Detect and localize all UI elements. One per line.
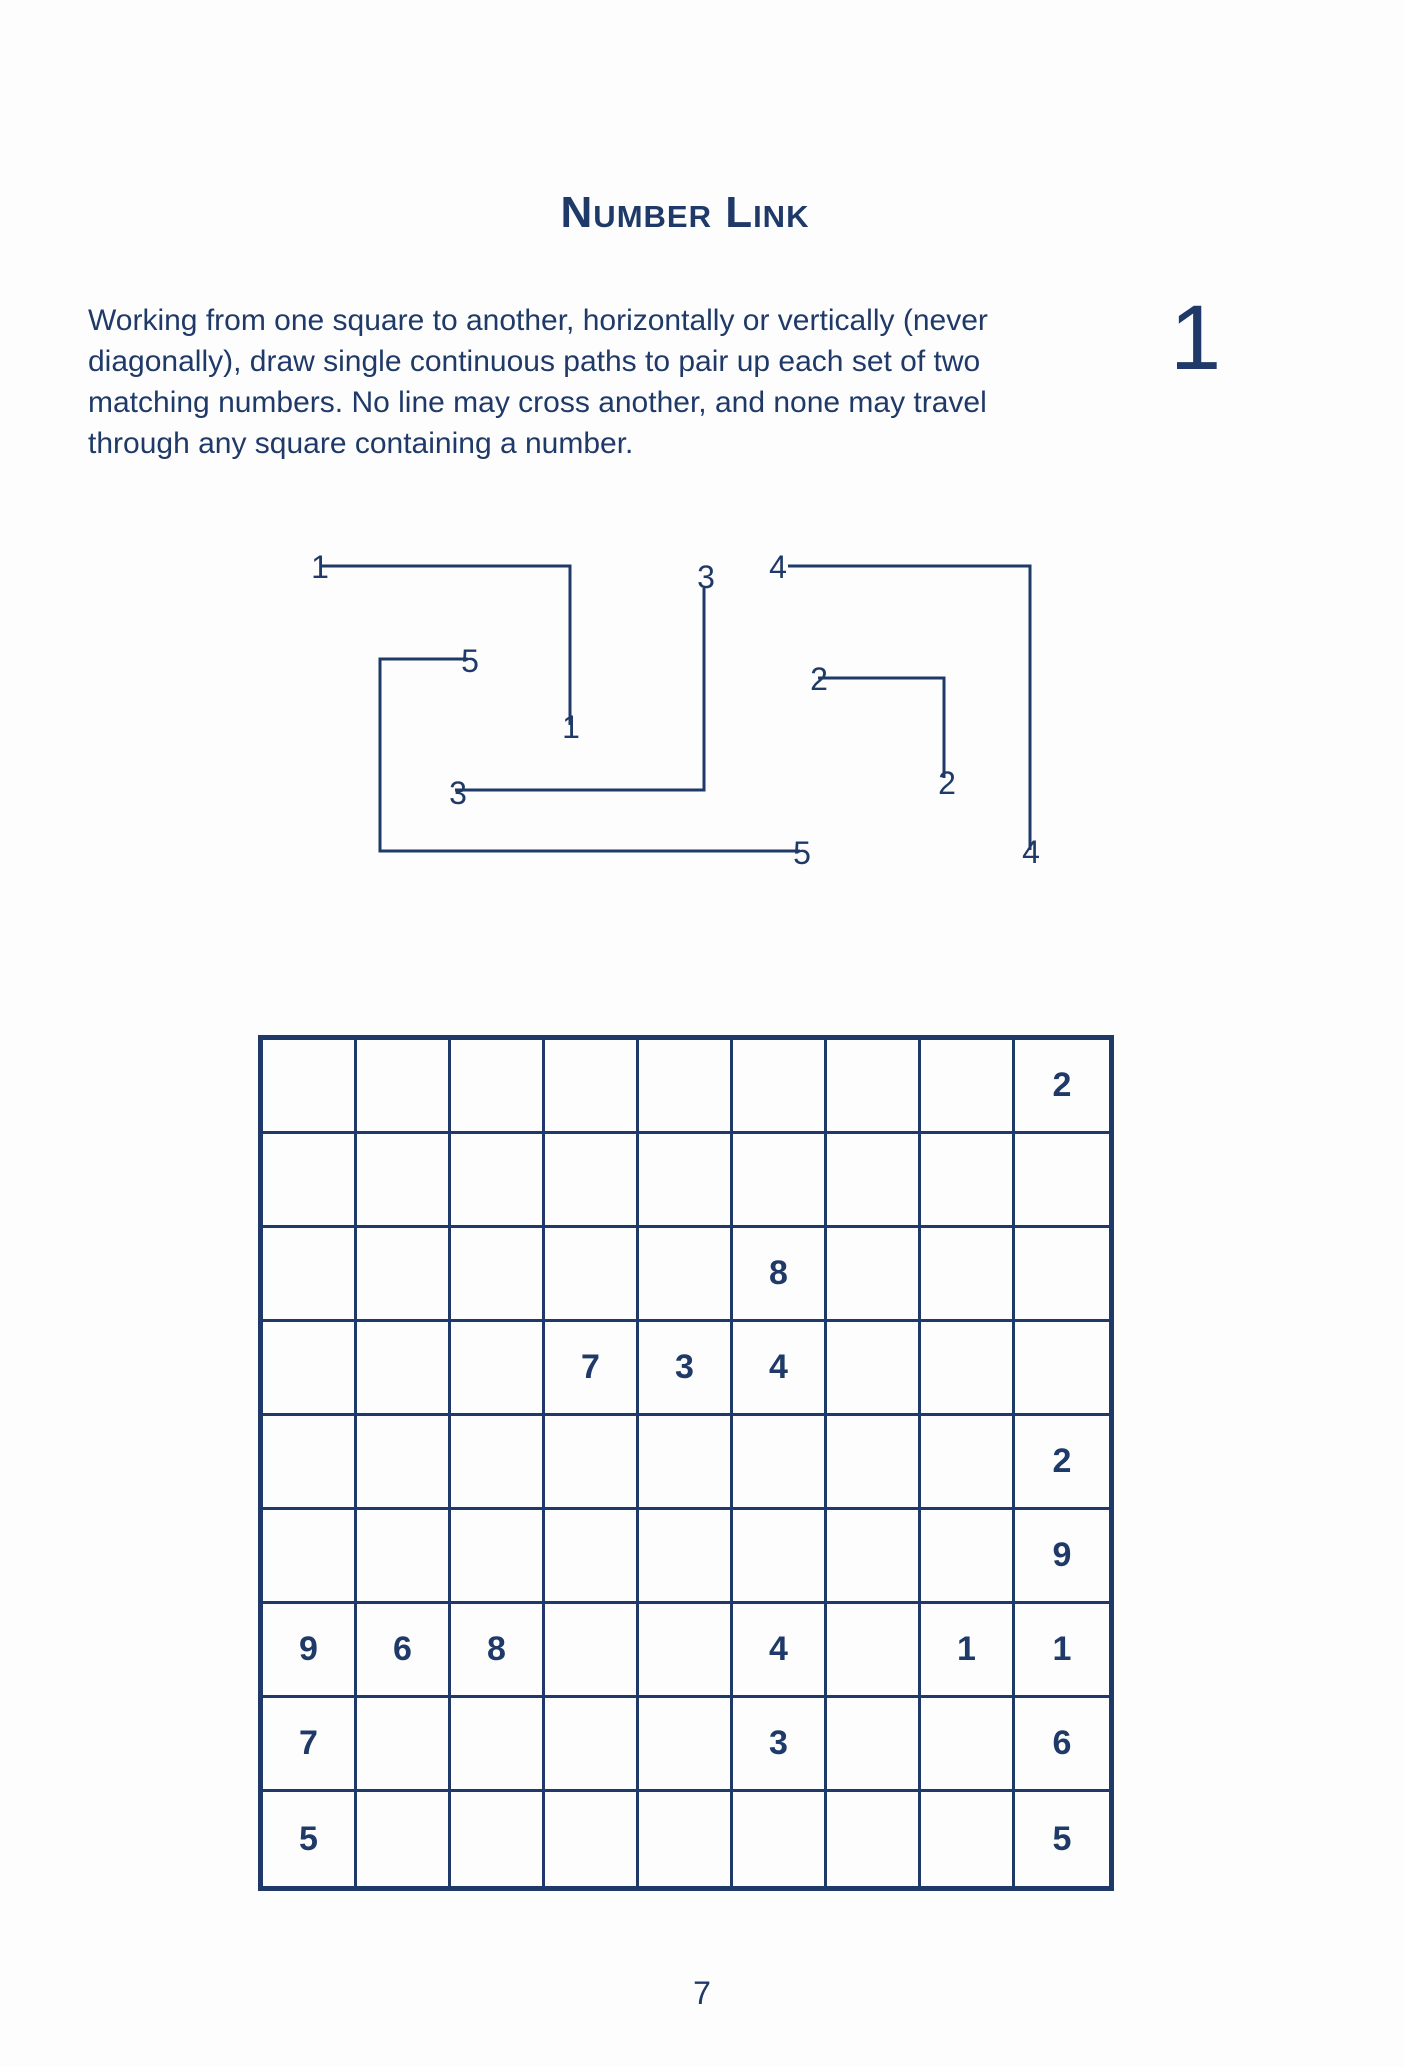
- grid-cell[interactable]: [545, 1510, 639, 1604]
- grid-cell[interactable]: 9: [1015, 1510, 1109, 1604]
- grid-cell[interactable]: [357, 1228, 451, 1322]
- example-path-1: [322, 566, 570, 725]
- grid-cell[interactable]: [545, 1792, 639, 1886]
- grid-cell[interactable]: [827, 1228, 921, 1322]
- example-label-3a: 3: [697, 559, 715, 595]
- grid-cell[interactable]: [263, 1228, 357, 1322]
- grid-cell[interactable]: 6: [1015, 1698, 1109, 1792]
- grid-cell[interactable]: [921, 1792, 1015, 1886]
- grid-cell[interactable]: 2: [1015, 1416, 1109, 1510]
- grid-cell[interactable]: [545, 1040, 639, 1134]
- grid-cell[interactable]: 4: [733, 1322, 827, 1416]
- example-path-5: [380, 659, 800, 851]
- grid-cell[interactable]: [1015, 1228, 1109, 1322]
- grid-cell[interactable]: [827, 1134, 921, 1228]
- grid-cell[interactable]: [639, 1134, 733, 1228]
- grid-cell[interactable]: [451, 1510, 545, 1604]
- grid-cell[interactable]: [921, 1134, 1015, 1228]
- example-label-2a: 2: [810, 661, 828, 697]
- example-path-4: [788, 566, 1030, 850]
- grid-cell[interactable]: [451, 1228, 545, 1322]
- grid-cell[interactable]: [827, 1040, 921, 1134]
- grid-cell[interactable]: [451, 1322, 545, 1416]
- grid-cell[interactable]: [827, 1510, 921, 1604]
- grid-cell[interactable]: [451, 1416, 545, 1510]
- grid-cell[interactable]: 1: [1015, 1604, 1109, 1698]
- grid-cell[interactable]: 8: [451, 1604, 545, 1698]
- example-path-3: [455, 588, 704, 790]
- grid-cell[interactable]: [1015, 1134, 1109, 1228]
- grid-cell[interactable]: [545, 1134, 639, 1228]
- grid-cell[interactable]: 9: [263, 1604, 357, 1698]
- grid-cell[interactable]: [545, 1416, 639, 1510]
- example-label-1a: 1: [311, 549, 329, 585]
- grid-cell[interactable]: [451, 1040, 545, 1134]
- grid-cell[interactable]: [263, 1040, 357, 1134]
- grid-cell[interactable]: [263, 1134, 357, 1228]
- grid-cell[interactable]: [357, 1040, 451, 1134]
- grid-cell[interactable]: 5: [263, 1792, 357, 1886]
- grid-cell[interactable]: [357, 1416, 451, 1510]
- puzzle-number: 1: [1170, 287, 1222, 389]
- grid-cell[interactable]: [733, 1792, 827, 1886]
- example-label-4a: 4: [769, 549, 787, 585]
- grid-cell[interactable]: [921, 1322, 1015, 1416]
- grid-cell[interactable]: 4: [733, 1604, 827, 1698]
- grid-cell[interactable]: [827, 1416, 921, 1510]
- grid-cell[interactable]: [639, 1792, 733, 1886]
- grid-cell[interactable]: [639, 1510, 733, 1604]
- grid-cell[interactable]: [357, 1698, 451, 1792]
- example-diagram: [0, 0, 1404, 920]
- grid-cell[interactable]: [827, 1792, 921, 1886]
- example-path-2: [818, 678, 944, 778]
- example-label-3b: 3: [449, 775, 467, 811]
- grid-cell[interactable]: [827, 1322, 921, 1416]
- grid-cell[interactable]: [263, 1416, 357, 1510]
- grid-cell[interactable]: [921, 1228, 1015, 1322]
- grid-cell[interactable]: 3: [733, 1698, 827, 1792]
- grid-cell[interactable]: [639, 1698, 733, 1792]
- grid-cell[interactable]: [921, 1510, 1015, 1604]
- instructions-text: Working from one square to another, horizontally or vertically (never diagonally), draw single continuous paths to pair up each set of two matching numbers. No line may cross another, and none may travel through any square containing a number.: [88, 304, 988, 460]
- grid-cell[interactable]: [733, 1134, 827, 1228]
- grid-cell[interactable]: [827, 1604, 921, 1698]
- grid-cell[interactable]: 7: [545, 1322, 639, 1416]
- grid-cell[interactable]: [733, 1416, 827, 1510]
- grid-cell[interactable]: [827, 1698, 921, 1792]
- grid-cell[interactable]: [921, 1040, 1015, 1134]
- grid-cell[interactable]: [1015, 1322, 1109, 1416]
- grid-cell[interactable]: [639, 1416, 733, 1510]
- grid-cell[interactable]: [357, 1792, 451, 1886]
- grid-cell[interactable]: [921, 1698, 1015, 1792]
- example-label-5a: 5: [461, 643, 479, 679]
- example-label-5b: 5: [793, 835, 811, 871]
- grid-cell[interactable]: [451, 1792, 545, 1886]
- puzzle-title: Number Link: [560, 188, 810, 237]
- puzzle-grid[interactable]: [258, 1035, 1114, 1891]
- grid-cell[interactable]: 1: [921, 1604, 1015, 1698]
- grid-cell[interactable]: [357, 1510, 451, 1604]
- grid-cell[interactable]: 3: [639, 1322, 733, 1416]
- example-label-1b: 1: [562, 709, 580, 745]
- grid-cell[interactable]: 8: [733, 1228, 827, 1322]
- grid-cell[interactable]: [545, 1698, 639, 1792]
- example-label-2b: 2: [938, 765, 956, 801]
- grid-cell[interactable]: [639, 1228, 733, 1322]
- grid-cell[interactable]: [733, 1510, 827, 1604]
- grid-cell[interactable]: [733, 1040, 827, 1134]
- grid-cell[interactable]: [451, 1134, 545, 1228]
- grid-cell[interactable]: [921, 1416, 1015, 1510]
- grid-cell[interactable]: [639, 1040, 733, 1134]
- grid-cell[interactable]: 2: [1015, 1040, 1109, 1134]
- grid-cell[interactable]: [357, 1322, 451, 1416]
- grid-cell[interactable]: [357, 1134, 451, 1228]
- page-number: 7: [693, 1975, 711, 2011]
- grid-cell[interactable]: [451, 1698, 545, 1792]
- grid-cell[interactable]: [639, 1604, 733, 1698]
- grid-cell[interactable]: 7: [263, 1698, 357, 1792]
- grid-cell[interactable]: [263, 1510, 357, 1604]
- example-label-4b: 4: [1022, 834, 1040, 870]
- grid-cell[interactable]: 5: [1052, 1819, 1072, 1858]
- grid-cell[interactable]: [545, 1228, 639, 1322]
- grid-cell[interactable]: [545, 1604, 639, 1698]
- grid-cell[interactable]: [263, 1322, 357, 1416]
- grid-cell[interactable]: 6: [357, 1604, 451, 1698]
